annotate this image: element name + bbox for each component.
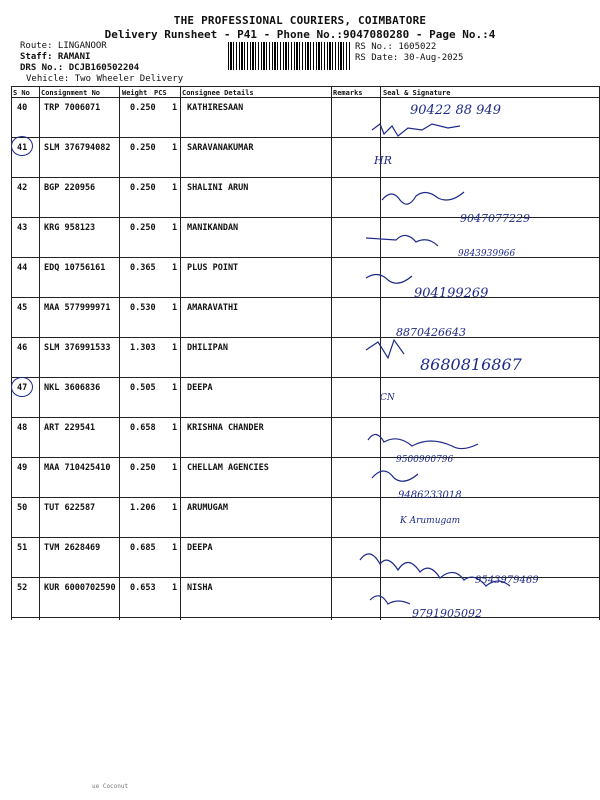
row-weight: 1.206 <box>130 503 156 513</box>
row-weight: 0.365 <box>130 263 156 273</box>
handwritten-note: 9047077229 <box>460 212 530 225</box>
row-sno: 47 <box>17 383 28 393</box>
row-sno: 49 <box>17 463 28 473</box>
row-consignment: KRG 958123 <box>44 223 96 233</box>
row-consignee: SHALINI ARUN <box>187 183 249 193</box>
row-pcs: 1 <box>172 583 178 593</box>
row-consignment: KUR 6000702590 <box>44 583 116 593</box>
row-sno: 46 <box>17 343 28 353</box>
row-weight: 0.530 <box>130 303 156 313</box>
drs-number: DRS No.: DCJB160502204 <box>20 63 140 73</box>
row-consignee: KRISHNA CHANDER <box>187 423 264 433</box>
row-weight: 1.303 <box>130 343 156 353</box>
row-consignment: SLM 376794082 <box>44 143 111 153</box>
vehicle-label: Vehicle: Two Wheeler Delivery <box>26 74 184 84</box>
signature-stroke <box>372 471 418 481</box>
row-pcs: 1 <box>172 103 178 113</box>
row-consignee: DEEPA <box>187 543 213 553</box>
row-consignee: DEEPA <box>187 383 213 393</box>
signature-stroke <box>372 124 460 136</box>
row-consignee: PLUS POINT <box>187 263 239 273</box>
rs-date: RS Date: 30-Aug-2025 <box>355 53 464 63</box>
row-weight: 0.250 <box>130 143 156 153</box>
handwritten-note: 904199269 <box>414 286 489 301</box>
handwritten-note: 9500900796 <box>396 455 454 465</box>
row-consignee: CHELLAM AGENCIES <box>187 463 269 473</box>
row-consignee: NISHA <box>187 583 213 593</box>
row-pcs: 1 <box>172 223 178 233</box>
row-consignment: SLM 376991533 <box>44 343 111 353</box>
row-consignee: ARUMUGAM <box>187 503 228 513</box>
row-consignment: NKL 3606836 <box>44 383 101 393</box>
handwritten-note: HR <box>374 154 392 167</box>
col-header-sno: S No <box>13 89 30 97</box>
signature-stroke <box>382 192 464 204</box>
row-pcs: 1 <box>172 143 178 153</box>
row-weight: 0.505 <box>130 383 156 393</box>
row-consignment: TVM 2628469 <box>44 543 101 553</box>
row-consignee: KATHIRESAAN <box>187 103 244 113</box>
handwritten-note: 9486233018 <box>398 490 462 501</box>
handwritten-note: K Arumugam <box>400 516 461 526</box>
signature-stroke <box>366 235 438 246</box>
row-consignment: TUT 622587 <box>44 503 96 513</box>
col-header-remarks: Remarks <box>333 89 363 97</box>
row-pcs: 1 <box>172 543 178 553</box>
row-pcs: 1 <box>172 383 178 393</box>
row-sno: 51 <box>17 543 28 553</box>
row-pcs: 1 <box>172 503 178 513</box>
col-header-weight: Weight <box>122 89 148 97</box>
row-pcs: 1 <box>172 423 178 433</box>
handwritten-note: 9543979469 <box>475 575 539 586</box>
handwritten-note: 9843939966 <box>458 249 516 259</box>
row-weight: 0.250 <box>130 103 156 113</box>
row-consignment: ART 229541 <box>44 423 96 433</box>
handwritten-note: 90422 88 949 <box>410 103 501 118</box>
row-pcs: 1 <box>172 463 178 473</box>
signature-stroke <box>366 274 412 283</box>
row-sno: 40 <box>17 103 28 113</box>
staff-label: Staff: RAMANI <box>20 52 91 62</box>
row-consignee: SARAVANAKUMAR <box>187 143 254 153</box>
row-weight: 0.250 <box>130 183 156 193</box>
row-sno: 52 <box>17 583 28 593</box>
row-sno: 48 <box>17 423 28 433</box>
route-label: Route: LINGANOOR <box>20 41 107 51</box>
row-sno: 45 <box>17 303 28 313</box>
row-sno: 42 <box>17 183 28 193</box>
handwritten-note: 8680816867 <box>420 355 522 374</box>
handwritten-note: CN <box>380 393 395 403</box>
row-weight: 0.685 <box>130 543 156 553</box>
row-consignee: MANIKANDAN <box>187 223 239 233</box>
rs-number: RS No.: 1605022 <box>355 42 437 52</box>
row-sno: 50 <box>17 503 28 513</box>
runsheet-subtitle: Delivery Runsheet - P41 - Phone No.:9047080280 - Page No.:4 <box>104 28 496 41</box>
row-consignment: EDQ 10756161 <box>44 263 106 273</box>
row-weight: 0.250 <box>130 223 156 233</box>
col-header-pcs: PCS <box>154 89 167 97</box>
signature-stroke <box>370 596 410 604</box>
row-sno: 44 <box>17 263 28 273</box>
row-sno: 43 <box>17 223 28 233</box>
row-pcs: 1 <box>172 303 178 313</box>
handwritten-note: 8870426643 <box>396 326 466 339</box>
signature-stroke <box>368 434 478 448</box>
signature-stroke <box>366 340 404 358</box>
row-weight: 0.658 <box>130 423 156 433</box>
row-consignment: MAA 577999971 <box>44 303 111 313</box>
row-consignee: DHILIPAN <box>187 343 228 353</box>
row-consignment: BGP 220956 <box>44 183 96 193</box>
handwritten-note: 9791905092 <box>412 607 482 620</box>
row-pcs: 1 <box>172 183 178 193</box>
company-title: THE PROFESSIONAL COURIERS, COIMBATORE <box>173 14 427 27</box>
signature-stroke <box>360 554 510 586</box>
row-weight: 0.653 <box>130 583 156 593</box>
row-pcs: 1 <box>172 343 178 353</box>
row-consignment: TRP 7006071 <box>44 103 101 113</box>
col-header-signature: Seal & Signature <box>383 89 451 97</box>
row-consignment: MAA 710425410 <box>44 463 111 473</box>
col-header-consignee: Consignee Details <box>182 89 254 97</box>
col-header-consignment: Consignment No <box>41 89 101 97</box>
row-pcs: 1 <box>172 263 178 273</box>
footer-note: ue Coconut <box>92 783 129 790</box>
row-consignee: AMARAVATHI <box>187 303 239 313</box>
row-sno: 41 <box>17 143 28 153</box>
row-weight: 0.250 <box>130 463 156 473</box>
